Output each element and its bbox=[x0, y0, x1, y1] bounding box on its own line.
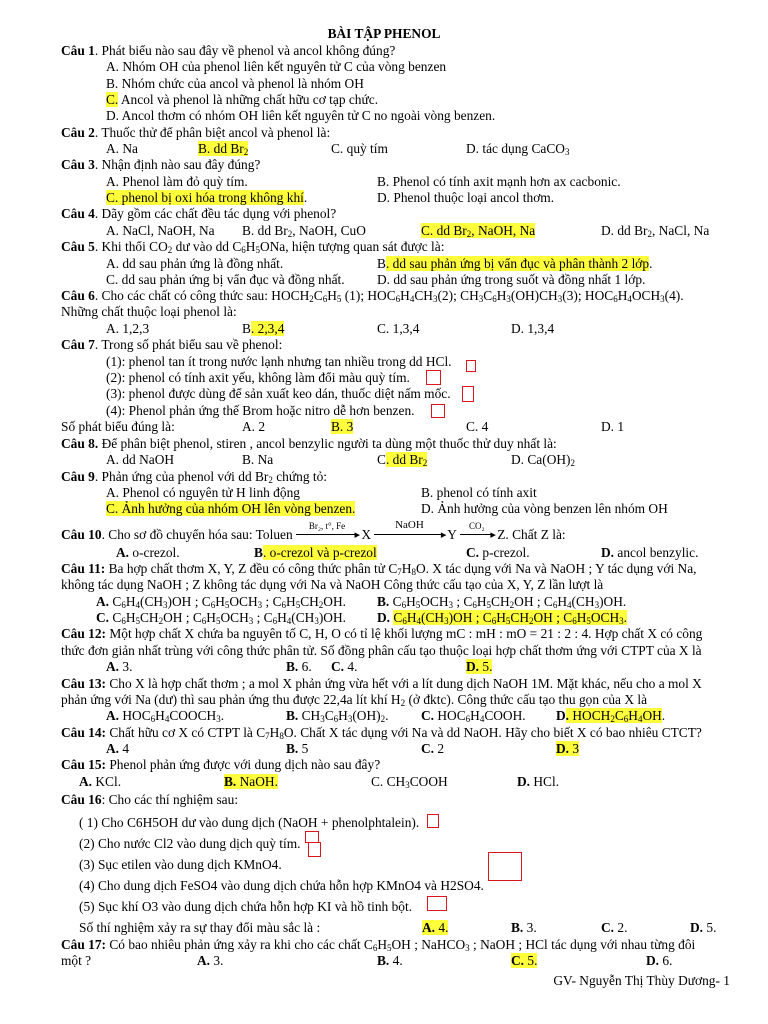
q7-option-d: D. 1 bbox=[601, 419, 625, 434]
question-6-line2: Những chất thuộc loại phenol là: bbox=[61, 304, 237, 319]
q14-option-c: C. 2 bbox=[421, 741, 445, 756]
question-9: Câu 9. Phản ứng của phenol với dd $Br_2$ chứng tỏ: bbox=[61, 469, 328, 485]
q5-option-c: C. dd sau phản ứng bị vẩn đục và đồng nhất. bbox=[106, 272, 345, 287]
q4-option-a: A. NaCl, NaOH, Na bbox=[106, 223, 215, 238]
q16-experiment-2: (2) Cho nước Cl2 vào dung dịch quỳ tím. bbox=[79, 836, 301, 851]
question-13-line2: phản ứng với Na (dư) thì sau phản ứng thu được 22,4a lít khí $H_2$ (ở đktc). Công thức cấu tạo thu gọn của X là bbox=[61, 692, 648, 708]
q13-option-d: D. $HOCH_2C_6H_4OH$. bbox=[556, 708, 666, 724]
q16-count: Số thí nghiệm xảy ra sự thay đổi màu sắc là : bbox=[79, 920, 321, 935]
q10-option-a: A. o-crezol. bbox=[116, 545, 180, 560]
q16-option-a: A. 4. bbox=[422, 920, 449, 935]
q7-statement-2: (2): phenol có tính axit yếu, không làm đổi màu quỳ tím. bbox=[106, 370, 410, 385]
q3-option-d: D. Phenol thuộc loại ancol thơm. bbox=[377, 190, 555, 205]
reaction-arrow: CO₂ ▸ bbox=[460, 527, 494, 541]
q9-option-c: C. Ảnh hưởng của nhóm OH lên vòng benzen. bbox=[106, 501, 356, 516]
q16-option-c: C. 2. bbox=[601, 920, 628, 935]
question-8: Câu 8. Để phân biệt phenol, stiren , ancol benzylic người ta dùng một thuốc thử duy nhất là: bbox=[61, 436, 557, 451]
q1-option-d: D. Ancol thơm có nhóm OH liên kết nguyên tử C no ngoài vòng benzen. bbox=[106, 108, 496, 123]
q3-option-c: C. phenol bị oxi hóa trong không khí. bbox=[106, 190, 308, 205]
q9-option-b: B. phenol có tính axit bbox=[421, 485, 537, 500]
q2-option-a: A. Na bbox=[106, 141, 138, 156]
q14-option-b: B. 5 bbox=[286, 741, 309, 756]
q17-option-d: D. 6. bbox=[646, 953, 673, 968]
question-label: Câu 1 bbox=[61, 43, 95, 58]
q7-option-a: A. 2 bbox=[242, 419, 266, 434]
question-4: Câu 4. Dãy gồm các chất đều tác dụng với phenol? bbox=[61, 206, 337, 221]
question-14: Câu 14: Chất hữu cơ X có CTPT là $C_7H_8O$. Chất X tác dụng với Na và dd NaOH. Hãy cho biết X có bao nhiêu CTCT? bbox=[61, 725, 702, 741]
q6-option-a: A. 1,2,3 bbox=[106, 321, 150, 336]
question-12: Câu 12: Một hợp chất X chứa ba nguyên tố C, H, O có tỉ lệ khối lượng mC : mH : mO = 21 : 2 : 4. Hợp chất X có công bbox=[61, 626, 703, 641]
q3-option-a: A. Phenol làm đỏ quỳ tím. bbox=[106, 174, 248, 189]
page-title: BÀI TẬP PHENOL bbox=[327, 26, 441, 41]
q4-option-b: B. dd $Br_2$, NaOH, CuO bbox=[242, 223, 366, 239]
q16-experiment-1: ( 1) Cho C6H5OH dư vào dung dịch (NaOH + phenolphtalein). bbox=[79, 815, 420, 830]
q17-option-c: C. 5. bbox=[511, 953, 538, 968]
q14-option-d: D. 3 bbox=[556, 741, 580, 756]
q15-option-c: C. $CH_3COOH$ bbox=[371, 774, 448, 790]
q16-option-d: D. 5. bbox=[690, 920, 717, 935]
q1-option-b: B. Nhóm chức của ancol và phenol là nhóm OH bbox=[106, 76, 364, 91]
q7-statement-4: (4): Phenol phản ứng thế Brom hoặc nitro dễ hơn benzen. bbox=[106, 403, 415, 418]
q3-option-b: B. Phenol có tính axit mạnh hơn ax cacbonic. bbox=[377, 174, 621, 189]
annotation-box bbox=[427, 814, 439, 828]
q15-option-a: A. KCl. bbox=[79, 774, 122, 789]
q7-option-c: C. 4 bbox=[466, 419, 489, 434]
q16-experiment-4: (4) Cho dung dịch FeSO4 vào dung dịch chứa hỗn hợp KMnO4 và H2SO4. bbox=[79, 878, 484, 893]
q11-option-d: D. $C_6H_4(CH_3)OH$ ; $C_6H_5CH_2OH$ ; $C_6H_5OCH_3$. bbox=[377, 610, 628, 626]
annotation-box bbox=[466, 360, 476, 372]
q13-option-b: B. $CH_3C_6H_3(OH)_2$. bbox=[286, 708, 389, 724]
question-16: Câu 16: Cho các thí nghiệm sau: bbox=[61, 792, 239, 807]
question-11-line2: không tác dụng NaOH ; Z không tác dụng với Na và NaOH Công thức cấu tạo của X, Y, Z lần lượt là bbox=[61, 577, 604, 592]
q10-option-d: D. ancol benzylic. bbox=[601, 545, 699, 560]
question-12-line2: thức đơn giản nhất trùng với công thức phân tử. Số đồng phân cấu tạo thuộc loại hợp chất thơm ứng với CTPT của X là bbox=[61, 643, 702, 658]
question-2: Câu 2. Thuốc thử để phân biệt ancol và phenol là: bbox=[61, 125, 331, 140]
q4-option-c: C. dd $Br_2$, NaOH, Na bbox=[421, 223, 536, 239]
q4-option-d: D. dd $Br_2$, NaCl, Na bbox=[601, 223, 710, 239]
q12-option-a: A. 3. bbox=[106, 659, 133, 674]
q8-option-d: D. $Ca(OH)_2$ bbox=[511, 452, 575, 468]
question-11: Câu 11: Ba hợp chất thơm X, Y, Z đều có công thức phân tử $C_7H_8O$. X tác dụng với Na và NaOH ; Y tác dụng với Na, bbox=[61, 561, 697, 577]
q2-option-d: D. tác dụng CaCO$_3$ bbox=[466, 141, 570, 157]
q13-option-a: A. $HOC_6H_4COOCH_3$. bbox=[106, 708, 225, 724]
q8-option-a: A. dd NaOH bbox=[106, 452, 175, 467]
q16-experiment-5: (5) Sục khí O3 vào dung dịch chứa hỗn hợp KI và hồ tinh bột. bbox=[79, 899, 413, 914]
q5-option-b: B. dd sau phản ứng bị vẩn đục và phân thành 2 lớp. bbox=[377, 256, 653, 271]
question-6: Câu 6. Cho các chất có công thức sau: $HOCH_2C_6H_5$ (1); $HOC_6H_4CH_3(2)$; $CH_3C_6H_3(OH)CH_3(3)$; $HOC_6H_4OCH_3(4)$. bbox=[61, 288, 684, 304]
q10-option-b: B. o-crezol và p-crezol bbox=[254, 545, 377, 560]
q7-option-b: B. 3 bbox=[331, 419, 354, 434]
q15-option-d: D. HCl. bbox=[517, 774, 560, 789]
question-5: Câu 5. Khi thổi $CO_2$ dư vào dd $C_6H_5ONa$, hiện tượng quan sát được là: bbox=[61, 239, 445, 255]
question-13: Câu 13: Cho X là hợp chất thơm ; a mol X phản ứng vừa hết với a lít dung dịch NaOH 1M. Mặt khác, nếu cho a mol X bbox=[61, 676, 702, 691]
question-15: Câu 15: Phenol phản ứng được với dung dịch nào sau đây? bbox=[61, 757, 381, 772]
q15-option-b: B. NaOH. bbox=[224, 774, 278, 789]
q14-option-a: A. 4 bbox=[106, 741, 130, 756]
q2-option-c: C. quỳ tím bbox=[331, 141, 388, 156]
q6-option-c: C. 1,3,4 bbox=[377, 321, 420, 336]
q12-option-d: D. 5. bbox=[466, 659, 493, 674]
q12-option-c: C. 4. bbox=[331, 659, 358, 674]
q7-count: Số phát biểu đúng là: bbox=[61, 419, 175, 434]
q11-option-a: A. $C_6H_4(CH_3)OH$ ; $C_6H_5OCH_3$ ; $C_6H_5CH_2OH$. bbox=[96, 594, 346, 610]
q16-option-b: B. 3. bbox=[511, 920, 537, 935]
q10-option-c: C. p-crezol. bbox=[466, 545, 530, 560]
annotation-box bbox=[308, 842, 321, 857]
q1-option-c: C. Ancol và phenol là những chất hữu cơ tạp chức. bbox=[106, 92, 379, 107]
q16-experiment-3: (3) Sục etilen vào dung dịch KMnO4. bbox=[79, 857, 282, 872]
reaction-arrow: NaOH ▸ bbox=[374, 527, 444, 541]
q11-option-b: B. $C_6H_5OCH_3$ ; $C_6H_5CH_2OH$ ; $C_6H_4(CH_3)OH$. bbox=[377, 594, 627, 610]
annotation-box bbox=[488, 852, 522, 881]
q17-option-a: A. 3. bbox=[197, 953, 224, 968]
question-17: Câu 17: Có bao nhiêu phản ứng xảy ra khi cho các chất $C_6H_5OH$ ; NaHCO$_3$ ; NaOH ; HCl tác dụng với nhau từng đôi bbox=[61, 937, 696, 953]
q2-option-b: B. dd $Br_2$ bbox=[198, 141, 249, 157]
annotation-box bbox=[427, 896, 447, 911]
annotation-box bbox=[426, 370, 441, 385]
q5-option-d: D. dd sau phản ứng trong suốt và đồng nhất 1 lớp. bbox=[377, 272, 646, 287]
annotation-box bbox=[431, 404, 445, 418]
q13-option-c: C. $HOC_6H_4COOH$. bbox=[421, 708, 526, 724]
q11-option-c: C. $C_6H_5CH_2OH$ ; $C_6H_5OCH_3$ ; $C_6H_4(CH_3)OH$. bbox=[96, 610, 346, 626]
q5-option-a: A. dd sau phản ứng là đồng nhất. bbox=[106, 256, 284, 271]
question-3: Câu 3. Nhận định nào sau đây đúng? bbox=[61, 157, 261, 172]
annotation-box bbox=[462, 386, 474, 402]
q7-statement-1: (1): phenol tan ít trong nước lạnh nhưng tan nhiều trong dd HCl. bbox=[106, 354, 452, 369]
reaction-arrow: Br₂, t°, Fe ▸ bbox=[296, 527, 358, 541]
question-7: Câu 7. Trong số phát biểu sau về phenol: bbox=[61, 337, 283, 352]
q12-option-b: B. 6. bbox=[286, 659, 312, 674]
q9-option-d: D. Ảnh hưởng của vòng benzen lên nhóm OH bbox=[421, 501, 668, 516]
q6-option-d: D. 1,3,4 bbox=[511, 321, 555, 336]
page-footer: GV- Nguyễn Thị Thùy Dương- 1 bbox=[553, 973, 730, 988]
q17-option-b: B. 4. bbox=[377, 953, 403, 968]
question-1: Câu 1. Phát biểu nào sau đây về phenol và ancol không đúng? bbox=[61, 43, 396, 58]
question-17-line2: một ? bbox=[61, 953, 92, 968]
q6-option-b: B. 2,3,4 bbox=[242, 321, 285, 336]
q8-option-c: C. dd $Br_2$ bbox=[377, 452, 428, 468]
q9-option-a: A. Phenol có nguyên tử H linh động bbox=[106, 485, 300, 500]
question-10: Câu 10. Cho sơ đồ chuyển hóa sau: Toluen Br₂, t°, Fe ▸ X NaOH ▸ Y CO₂ ▸ Z. Chất Z là: bbox=[61, 519, 566, 542]
q7-statement-3: (3): phenol được dùng để sản xuất keo dán, thuốc diệt nấm mốc. bbox=[106, 386, 451, 401]
q1-option-a: A. Nhóm OH của phenol liên kết nguyên tử C của vòng benzen bbox=[106, 59, 447, 74]
q8-option-b: B. Na bbox=[242, 452, 274, 467]
